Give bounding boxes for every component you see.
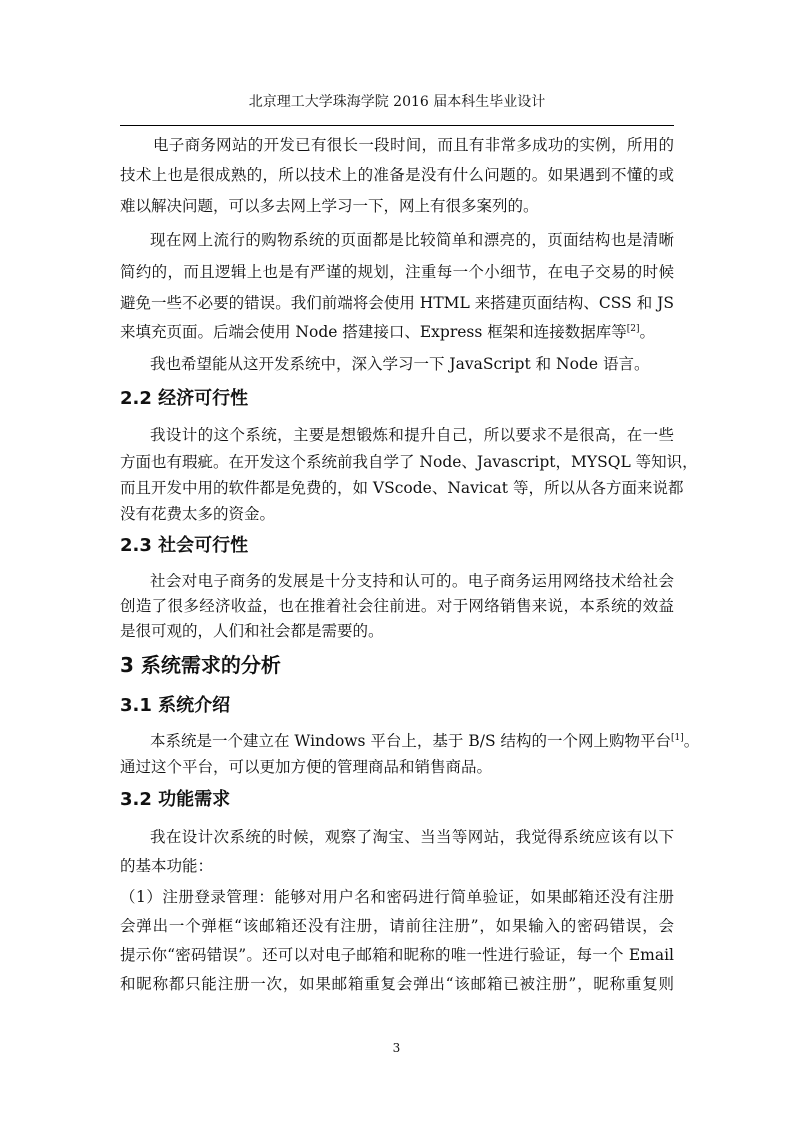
- body-line: 避免一些不必要的错误。我们前端将会使用 HTML 来搭建页面结构、CSS 和 JS: [120, 294, 674, 312]
- body-line: 社会对电子商务的发展是十分支持和认可的。电子商务运用网络技术给社会: [150, 572, 674, 590]
- body-line-with-citation: [150, 731, 699, 751]
- body-line: 我设计的这个系统，主要是想锻炼和提升自己，所以要求不是很高，在一些: [150, 426, 674, 444]
- body-line: 现在网上流行的购物系统的页面都是比较简单和漂亮的，页面结构也是清晰: [150, 231, 674, 249]
- citation-ref: [1]: [671, 733, 684, 743]
- body-line: 难以解决问题，可以多去网上学习一下，网上有很多案列的。: [120, 197, 539, 215]
- body-line: 提示你“密码错误”。还可以对电子邮箱和昵称的唯一性进行验证，每一个 Email: [120, 946, 674, 964]
- body-line: 会弹出一个弹框“该邮箱还没有注册，请前往注册”，如果输入的密码错误，会: [120, 917, 674, 935]
- header-rule: [120, 125, 674, 126]
- citation-ref: [2]: [626, 324, 640, 334]
- body-line: 通过这个平台，可以更加方便的管理商品和销售商品。: [120, 758, 493, 776]
- body-line: 的基本功能：: [120, 857, 214, 875]
- body-line: 我也希望能从这开发系统中，深入学习一下 JavaScript 和 Node 语言。: [150, 355, 650, 373]
- body-text: 。: [683, 732, 700, 750]
- body-line: 简约的，而且逻辑上也是有严谨的规划，注重每一个小细节，在电子交易的时候: [120, 263, 674, 281]
- body-line: 创造了很多经济收益，也在推着社会往前进。对于网络销售来说，本系统的效益: [120, 597, 674, 615]
- section-heading-3-1: 3.1 系统介绍: [120, 695, 231, 716]
- body-line: 我在设计次系统的时候，观察了淘宝、当当等网站，我觉得系统应该有以下: [150, 828, 674, 846]
- section-heading-3-2: 3.2 功能需求: [120, 789, 231, 810]
- section-heading-2-3: 2.3 社会可行性: [120, 535, 249, 556]
- body-line-with-citation: [120, 322, 655, 342]
- body-line: 方面也有瑕疵。在开发这个系统前我自学了 Node、Javascript，MYSQL 等知识，: [120, 453, 698, 471]
- body-line: 没有花费太多的资金。: [120, 505, 276, 523]
- body-line: 而且开发中用的软件都是免费的，如 VScode、Navicat 等，所以从各方面来说都: [120, 479, 684, 497]
- body-text: 本系统是一个建立在 Windows 平台上，基于 B/S 结构的一个网上购物平台: [150, 732, 672, 750]
- body-text: 来填充页面。后端会使用 Node 搭建接口、Express 框架和连接数据库等: [120, 323, 627, 341]
- body-line: 技术上也是很成熟的，所以技术上的准备是没有什么问题的。如果遇到不懂的或: [120, 166, 674, 184]
- chapter-heading-3: 3 系统需求的分析: [120, 653, 281, 677]
- running-header: 北京理工大学珠海学院 2016 届本科生毕业设计: [248, 94, 546, 110]
- section-heading-2-2: 2.2 经济可行性: [120, 388, 249, 409]
- body-text: 。: [639, 323, 656, 341]
- page-number: 3: [392, 1041, 401, 1055]
- body-line: 是很可观的，人们和社会都是需要的。: [120, 622, 384, 640]
- body-line: 和昵称都只能注册一次，如果邮箱重复会弹出“该邮箱已被注册”，昵称重复则: [120, 975, 674, 993]
- body-line: 电子商务网站的开发已有很长一段时间，而且有非常多成功的实例，所用的: [153, 136, 674, 154]
- body-line: （1）注册登录管理：能够对用户名和密码进行简单验证，如果邮箱还没有注册: [120, 888, 674, 906]
